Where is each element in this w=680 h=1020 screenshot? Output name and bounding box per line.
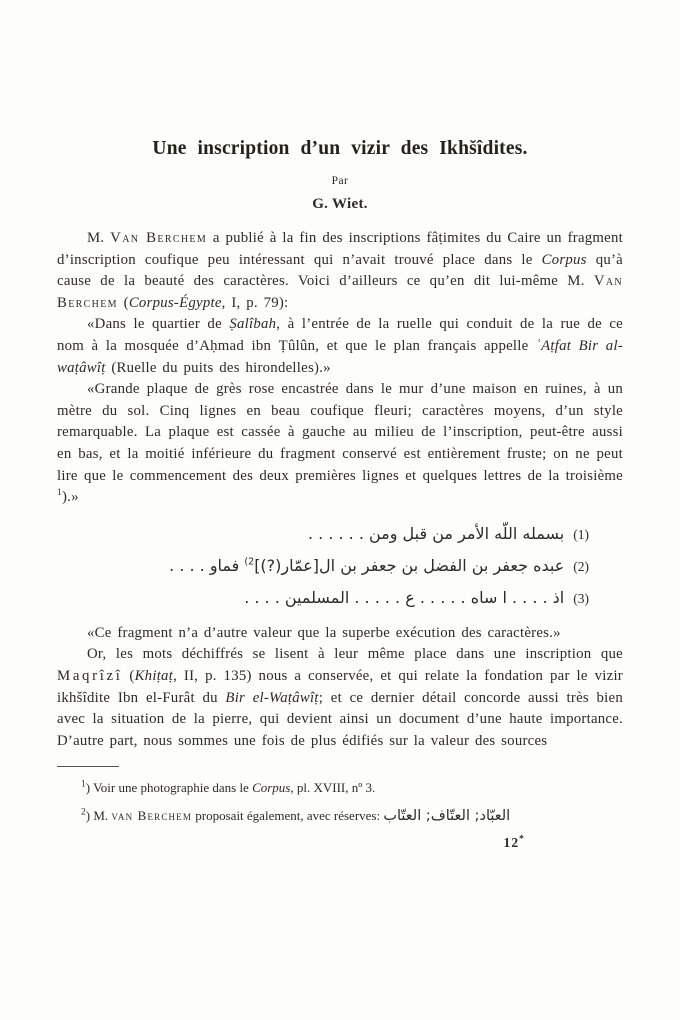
- paragraph: [57, 623, 623, 645]
- text-segment: Maqrîzî: [57, 667, 123, 684]
- text-segment: Or, les mots déchiffrés se lisent à leur même place dans une inscription que: [87, 646, 623, 663]
- footnote-reference: 1: [57, 488, 62, 499]
- inscription-line-number: (2): [573, 558, 589, 574]
- text-segment: (Ruelle du puits des hirondelles).»: [105, 359, 331, 376]
- text-segment: فماو: [209, 555, 245, 575]
- text-segment: ).»: [62, 489, 79, 506]
- text-segment: , pl. XVIII, nº 3.: [290, 780, 376, 796]
- signature-mark: *: [519, 834, 525, 845]
- text-segment: . . . .: [244, 587, 285, 607]
- text-segment: . . . . . .: [307, 523, 369, 543]
- inscription-line-number: (3): [573, 590, 589, 606]
- text-segment: Corpus-Égypte: [128, 294, 222, 311]
- text-segment: Van Berchem: [57, 273, 623, 311]
- text-segment: ) Voir une photographie dans le: [85, 780, 253, 796]
- inscription-line: [57, 550, 589, 582]
- text-segment: M.: [87, 230, 111, 246]
- footnote-separator-rule: [57, 766, 119, 767]
- text-segment: a publié à la fin des inscriptions fâṭimites du Caire un fragment d’inscription coufique peu intéressant qui n’avait trouvé place dans le: [57, 230, 623, 268]
- text-segment: العبّاد; العتّاف; العتّاب: [383, 808, 511, 825]
- footnote-reference: 2: [81, 807, 86, 818]
- text-segment: «Dans le quartier de: [87, 316, 230, 333]
- text-segment: بسمله اللّه الأمر من قبل ومن: [368, 523, 565, 543]
- footnote-item: [57, 806, 623, 826]
- text-segment: . . . .: [169, 555, 210, 575]
- body-paragraphs-after-inscription: [57, 623, 623, 753]
- text-segment: ) M.: [85, 808, 112, 824]
- inscription-line: [57, 582, 589, 614]
- text-segment: ʿAṭfat Bir al-waṭâwîṭ: [57, 337, 623, 376]
- paragraph: [57, 379, 623, 509]
- text-segment: Khiṭaṭ: [134, 667, 174, 684]
- text-segment: , I, p. 79):: [221, 294, 289, 311]
- text-segment: Bir el-Waṭâwîṭ: [225, 689, 319, 706]
- text-segment: van Berchem: [111, 808, 193, 824]
- paragraph: [57, 314, 623, 379]
- footnote-reference: (2: [244, 556, 255, 568]
- text-segment: Corpus: [541, 251, 587, 268]
- signature-number: 12: [503, 835, 520, 851]
- text-segment: Corpus: [252, 780, 291, 796]
- footnotes: [57, 778, 623, 826]
- text-segment: Ṣalîbah: [229, 316, 277, 333]
- text-segment: , à l’entrée de la ruelle qui conduit de la rue de ce nom à la mosquée d’Aḥmad ibn Ṭûlûn, et que le plan français appelle: [57, 316, 623, 354]
- footnote-item: [57, 778, 623, 797]
- text-segment: «Grande plaque de grès rose encastrée dans le mur d’une maison en ruines, à un mètre du sol. Cinq lignes en beau coufique fleuri; caractères moyens, d’un style remarquable. La plaque est cassée à gauche au milieu de l’inscription, peut-être aussi en bas, et la moitié inférieure du fragment conservé est entièrement fruste; on ne peut lire que le commencement des deux premières lignes et quelques lettres de la troisième: [57, 381, 623, 484]
- arabic-inscription-block: [57, 518, 589, 614]
- text-segment: ; et ce dernier détail concorde aussi très bien avec la situation de la pierre, qui devient ainsi un document d’une haute importance. D’autre part, nous sommes une fois de plus édifiés sur la valeur des sources: [57, 689, 624, 749]
- page-title: Une inscription d’un vizir des Ikhšîdites.: [152, 138, 528, 159]
- paragraph: [57, 644, 623, 752]
- byline-label: Par: [331, 175, 349, 187]
- text-segment: proposait également, avec réserves:: [192, 808, 384, 824]
- text-segment: (: [117, 294, 129, 311]
- text-segment: عبده جعفر بن الفضل بن جعفر بن ال[عمّار(?)]: [254, 555, 565, 575]
- body-paragraphs-before-inscription: [57, 228, 623, 509]
- text-segment: «Ce fragment n’a d’autre valeur que la superbe exécution des caractères.»: [87, 624, 561, 641]
- text-segment: qu’à cause de la beauté des caractères. Voici d’ailleurs ce qu’en dit lui-même M.: [57, 251, 624, 290]
- author-name: G. Wiet.: [312, 196, 368, 212]
- inscription-line: [57, 518, 589, 550]
- page-signature: [57, 835, 623, 851]
- footnote-reference: 1: [81, 779, 86, 790]
- text-segment: Van Berchem: [110, 230, 208, 246]
- text-segment: اذ . . . . ا ساه . . . . . ع . . . . . المسلمين: [284, 587, 565, 607]
- paragraph: [57, 228, 623, 314]
- inscription-line-number: (1): [573, 526, 589, 542]
- text-segment: (: [122, 667, 135, 684]
- text-segment: , II, p. 135) nous a conservée, et qui relate la fondation par le vizir ikhšîdite Ibn el-Furât du: [57, 667, 623, 706]
